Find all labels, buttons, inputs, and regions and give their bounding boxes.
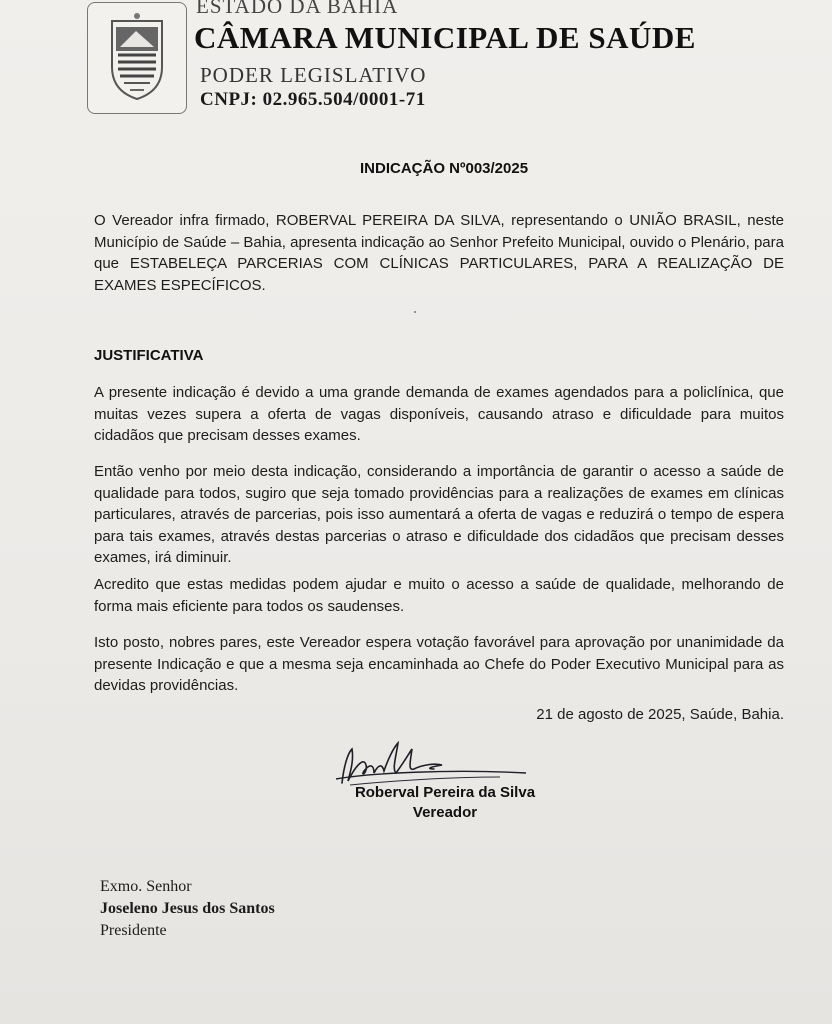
coat-of-arms-icon xyxy=(106,11,168,103)
signer-name: Roberval Pereira da Silva xyxy=(354,784,536,801)
cnpj-number: CNPJ: 02.965.504/0001-71 xyxy=(200,89,426,110)
recipient-role: Presidente xyxy=(100,922,167,939)
recipient-name: Joseleno Jesus dos Santos xyxy=(100,900,275,917)
signer-role: Vereador xyxy=(412,804,478,821)
intro-paragraph: O Vereador infra firmado, ROBERVAL PEREIRA DA SILVA, representando o UNIÃO BRASIL, neste Município de Saúde – Bahia, apresenta indicação ao Senhor Prefeito Municipal, ouvido o Plenário, para que ESTABELEÇA PARCERIAS COM CLÍNICAS PARTICULARES, PARA A REALIZAÇÃO DE EXAMES ESPECÍFICOS. xyxy=(94,212,784,294)
justification-heading: JUSTIFICATIVA xyxy=(94,347,204,364)
recipient-block xyxy=(100,876,275,942)
justification-paragraph-1: A presente indicação é devido a uma grande demanda de exames agendados para a policlínica, que muitas vezes supera a oferta de vagas disponíveis, causando atraso e dificuldade para muitos cidadãos que precisam desses exames. xyxy=(94,384,784,444)
justification-paragraph-2: Então venho por meio desta indicação, considerando a importância de garantir o acesso a saúde de qualidade para todos, sugiro que seja tomado providências para a realizações de exames em clínicas particulares, através de parcerias, pois isso aumentará a oferta de vagas e reduzirá o tempo de espera para tais exames, através destas parcerias o atraso e dificuldade dos cidadãos que precisam desses exames, irá diminuir. xyxy=(94,463,784,566)
signer-block xyxy=(340,783,550,823)
institution-name: CÂMARA MUNICIPAL DE SAÚDE xyxy=(194,20,696,55)
paper-speck xyxy=(414,311,416,313)
dateline: 21 de agosto de 2025, Saúde, Bahia. xyxy=(536,706,784,723)
document-title: INDICAÇÃO Nº003/2025 xyxy=(360,160,529,177)
legislative-power-label: PODER LEGISLATIVO xyxy=(200,63,427,87)
state-name: ESTADO DA BAHIA xyxy=(196,0,399,18)
justification-paragraph-3: Acredito que estas medidas podem ajudar e muito o acesso a saúde de qualidade, melhorando de forma mais eficiente para todos os saudenses. xyxy=(94,576,784,615)
coat-of-arms-logo xyxy=(87,2,187,114)
justification-paragraph-4: Isto posto, nobres pares, este Vereador espera votação favorável para aprovação por unanimidade da presente Indicação e que a mesma seja encaminhada ao Chefe do Poder Executivo Municipal para as devidas providências. xyxy=(94,634,784,694)
recipient-salutation: Exmo. Senhor xyxy=(100,878,192,895)
